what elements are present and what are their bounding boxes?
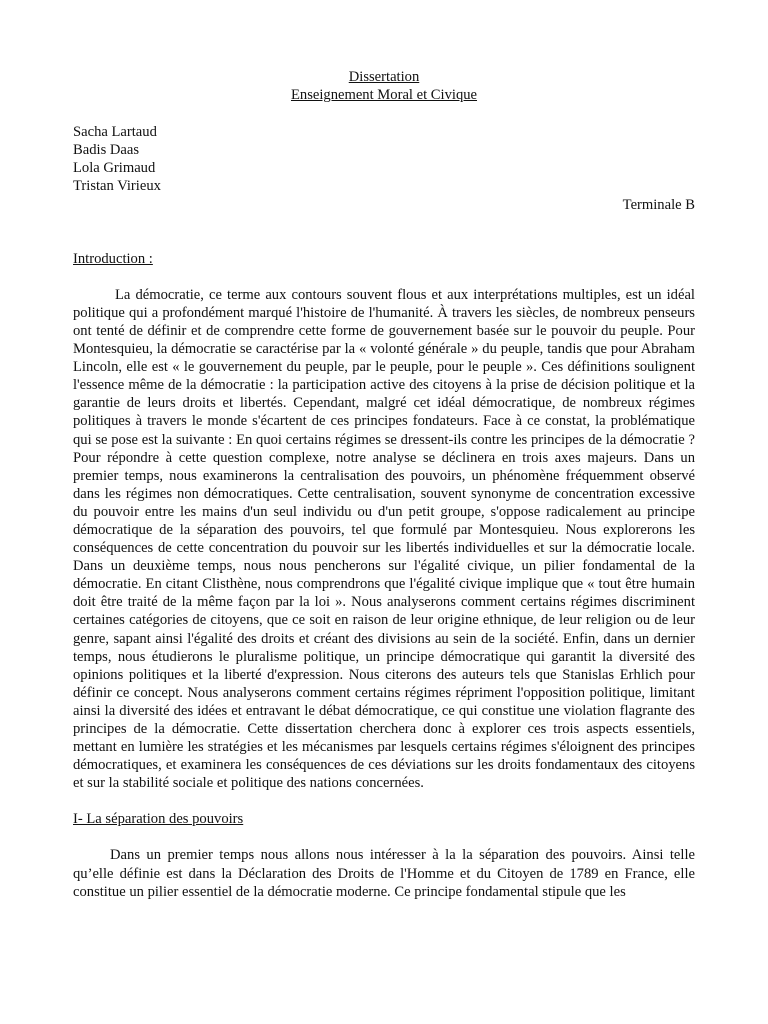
author-name: Lola Grimaud [73,160,156,177]
class-label: Terminale B [622,196,695,213]
document-title: Dissertation [348,69,420,85]
introduction-heading: Introduction : [73,250,153,267]
document-subtitle: Enseignement Moral et Civique [290,87,478,104]
author-list [73,123,695,195]
section-heading: I- La séparation des pouvoirs [73,811,244,828]
title-block [73,68,695,104]
author-name: Tristan Virieux [73,178,161,195]
author-name: Badis Daas [73,142,140,159]
section-paragraph: Dans un premier temps nous allons nous intéresser à la la séparation des pouvoirs. Ainsi telle qu’elle définie est dans la Déclaration des Droits de l'Homme et du Citoyen de 1789 en France, elle constitue un pilier essentiel de la démocratie moderne. Ce principe fondamental stipule que les [73,847,695,900]
document-page [73,68,695,901]
introduction-paragraph: La démocratie, ce terme aux contours souvent flous et aux interprétations multiples, est un idéal politique qui a profondément marqué l'histoire de l'humanité. À travers les siècles, de nombreux penseurs ont tenté de définir et de comprendre cette forme de gouvernement basée sur le pouvoir du peuple. Pour Montesquieu, la démocratie se caractérise par la « volonté générale » du peuple, tandis que pour Abraham Lincoln, elle est « le gouvernement du peuple, par le peuple, pour le peuple ». Ces définitions soulignent l'essence même de la démocratie : la participation active des citoyens à la prise de décision politique et la garantie de leurs droits et libertés. Cependant, malgré cet idéal démocratique, de nombreux régimes politiques à travers le monde s'écartent de ces principes fondateurs. Face à ce constat, la problématique qui se pose est la suivante : En quoi certains régimes se dressent-ils contre les principes de la démocratie ? Pour répondre à cette question complexe, notre analyse se déclinera en trois axes majeurs. Dans un premier temps, nous examinerons la centralisation des pouvoirs, un phénomène fréquemment observé dans les régimes non démocratiques. Cette centralisation, souvent synonyme de concentration excessive du pouvoir entre les mains d'un seul individu ou d'un petit groupe, s'oppose radicalement au principe démocratique de la séparation des pouvoirs, tel que formulé par Montesquieu. Nous explorerons les conséquences de cette concentration du pouvoir sur les libertés individuelles et sur la démocratie locale. Dans un deuxième temps, nous nous pencherons sur l'égalité civique, un pilier fondamental de la démocratie. En citant Clisthène, nous comprendrons que l'égalité civique implique que « tout être humain doit être traité de la même façon par la loi ». Nous analyserons comment certains régimes discriminent certaines catégories de citoyens, que ce soit en raison de leur origine ethnique, de leur religion ou de leur genre, sapant ainsi l'égalité des droits et créant des divisions au sein de la société. Enfin, dans un dernier temps, nous étudierons le pluralisme politique, un principe démocratique qui garantit la diversité des opinions politiques et la liberté d'expression. Nous citerons des auteurs tels que Stanislas Erhlich pour définir ce concept. Nous analyserons comment certains régimes répriment l'opposition politique, limitant ainsi la diversité des idées et entravant le débat démocratique, ce qui constitue une violation flagrante des principes de la démocratie. Cette dissertation cherchera donc à explorer ces trois aspects essentiels, mettant en lumière les stratégies et les mécanismes par lesquels certains régimes s'éloignent des principes démocratiques, et examinera les conséquences de ces déviations sur les droits fondamentaux des citoyens et sur la stabilité sociale et politique des nations concernées. [73,286,695,792]
author-name: Sacha Lartaud [73,124,157,141]
